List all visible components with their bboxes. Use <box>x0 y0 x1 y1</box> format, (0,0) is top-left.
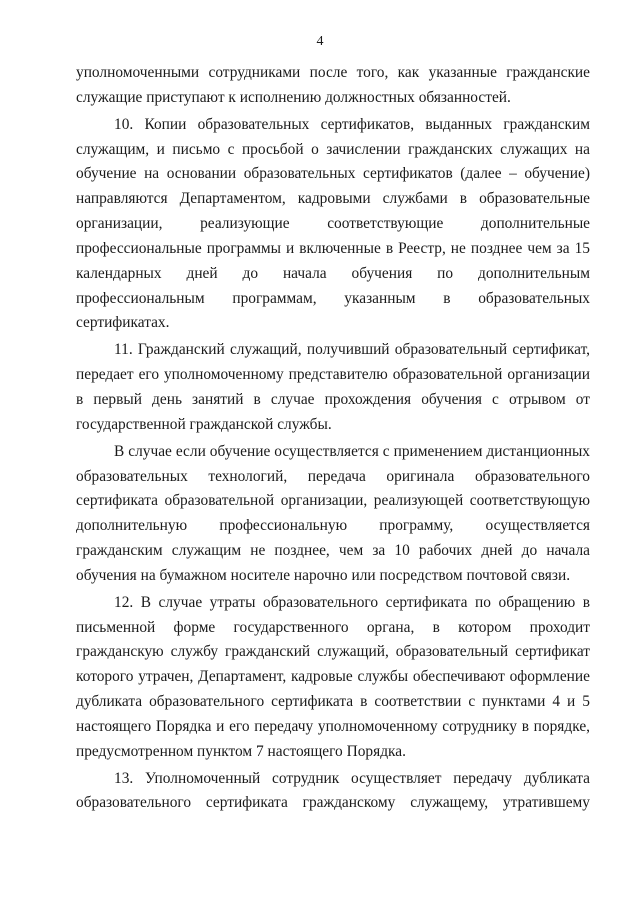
document-body <box>76 61 590 816</box>
paragraph-continuation: уполномоченными сотрудниками после того, как указанные гражданские служащие приступают к исполнению должностных обязанностей. <box>76 64 590 106</box>
paragraph-item-10: 10. Копии образовательных сертификатов, выданных гражданским служащим, и письмо с просьбой о зачислении гражданских служащих на обучение на основании образовательных сертификатов (далее – обучение) направляются Департаментом, кадровыми службами в образовательные организации, реализующие соответствующие дополнительные профессиональные программы и включенные в Реестр, не позднее чем за 15 календарных дней до начала обучения по дополнительным профессиональным программам, указанным в образовательных сертификатах. <box>76 115 590 332</box>
paragraph-item-13: 13. Уполномоченный сотрудник осуществляет передачу дубликата образовательного сертификата гражданскому служащему, утратившему <box>76 769 590 812</box>
paragraph-item-11: 11. Гражданский служащий, получивший образовательный сертификат, передает его уполномоченному представителю образовательной организации в первый день занятий в случае прохождения обучения с отрывом от государственной гражданской службы. <box>76 341 590 433</box>
paragraph-distance-learning: В случае если обучение осуществляется с применением дистанционных образовательных технологий, передача оригинала образовательного сертификата образовательной организации, реализующей соответствующую дополнительную профессиональную программу, осуществляется гражданским служащим не позднее, чем за 10 рабочих дней до начала обучения на бумажном носителе нарочно или посредством почтовой связи. <box>76 442 590 584</box>
page-number: 4 <box>316 34 324 49</box>
paragraph-item-12: 12. В случае утраты образовательного сертификата по обращению в письменной форме государственного органа, в котором проходит гражданскую службу гражданский служащий, образовательный сертификат которого утрачен, Департамент, кадровые службы обеспечивают оформление дубликата образовательного сертификата в соответствии с пунктами 4 и 5 настоящего Порядка и его передачу уполномоченному сотруднику в порядке, предусмотренном пунктом 7 настоящего Порядка. <box>76 593 590 760</box>
